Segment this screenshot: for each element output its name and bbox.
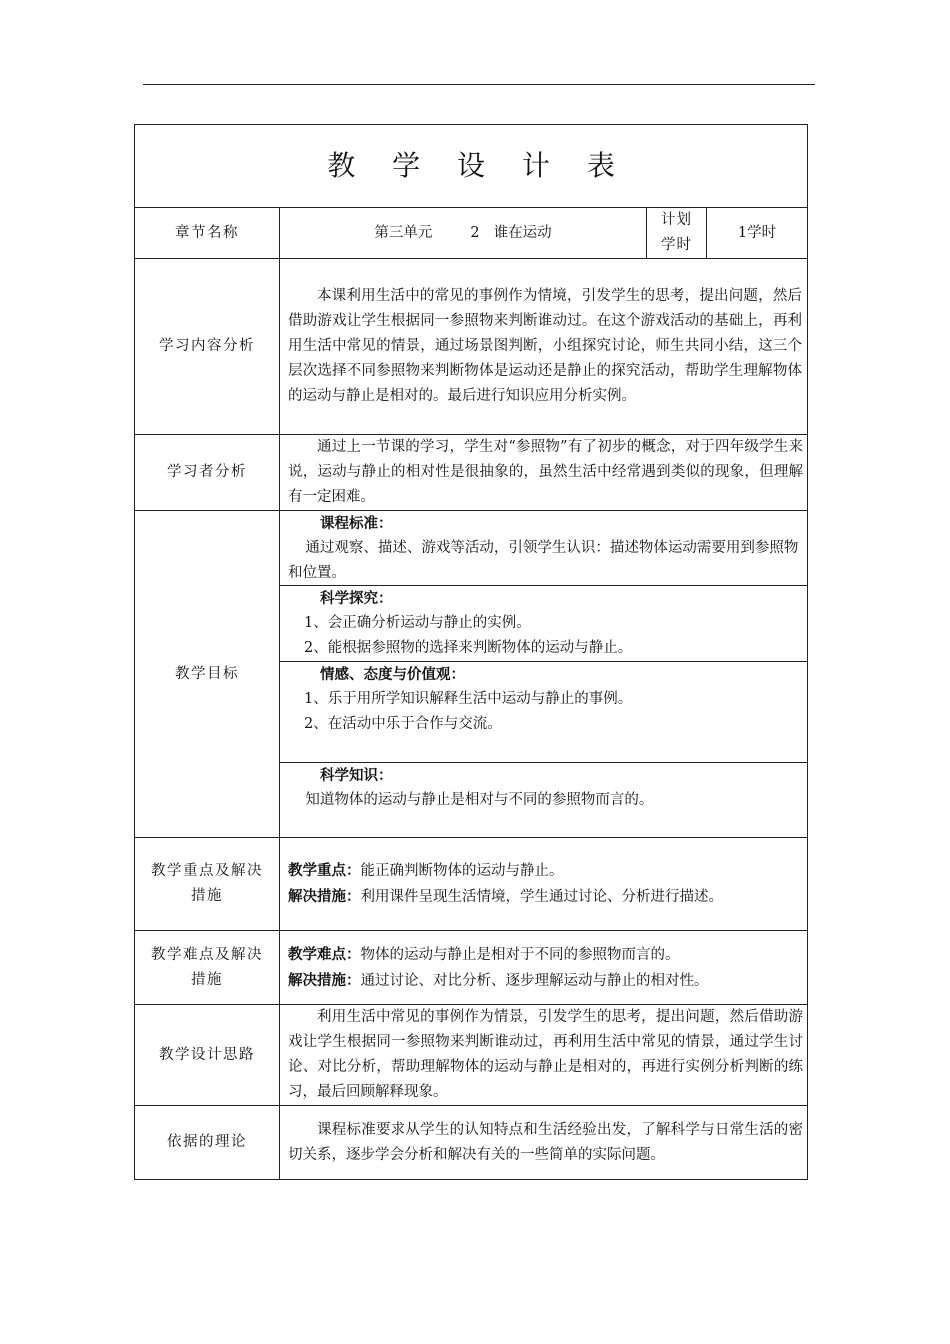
plan-label-line2: 学时 [661, 237, 692, 253]
chapter-name-cell [280, 208, 647, 259]
table-title: 教 学 设 计 表 [327, 149, 629, 182]
title-row [135, 125, 808, 208]
key-points-label-line1: 教学重点及解决 [151, 863, 263, 879]
theory-label: 依据的理论 [135, 1106, 280, 1180]
key-measure-text: 利用课件呈现生活情境，学生通过讨论、分析进行描述。 [360, 889, 723, 905]
learner-analysis-label: 学习者分析 [135, 435, 280, 511]
key-measure-label: 解决措施： [288, 888, 361, 905]
key-points-cell [280, 838, 808, 931]
design-idea-row [135, 1005, 808, 1106]
objective-attitude-title: 情感、态度与价值观： [320, 666, 465, 683]
theory-cell [280, 1106, 808, 1180]
objectives-cell [280, 511, 808, 838]
difficult-points-row [135, 931, 808, 1005]
objective-standard-title: 课程标准： [320, 515, 393, 532]
key-points-label [135, 838, 280, 931]
header-rule [143, 84, 815, 85]
objective-knowledge [280, 763, 807, 837]
difficult-measure-line [280, 968, 807, 994]
content-analysis-label: 学习内容分析 [135, 259, 280, 435]
objective-inquiry [280, 586, 807, 662]
difficult-point-line [280, 942, 807, 968]
content-analysis-text: 本课利用生活中的常见的事例作为情境，引发学生的思考，提出问题，然后借助游戏让学生根据同一参照物来判断谁动过。在这个游戏活动的基础上，再利用生活中常见的情景，通过场景图判断，小组探究讨论，师生共同小结，这三个层次选择不同参照物来判断物体是运动还是静止的探究活动，帮助学生理解物体的运动与静止是相对的。最后进行知识应用分析实例。 [288, 288, 803, 404]
learner-analysis-row [135, 435, 808, 511]
plan-hours-label [647, 208, 707, 259]
key-points-label-line2: 措施 [191, 888, 223, 904]
key-points-row [135, 838, 808, 931]
objective-knowledge-text: 知道物体的运动与静止是相对与不同的参照物而言的。 [305, 792, 654, 808]
difficult-measure-text: 通过讨论、对比分析、逐步理解运动与静止的相对性。 [360, 972, 709, 989]
design-idea-label: 教学设计思路 [135, 1005, 280, 1106]
plan-hours-value: 1学时 [707, 208, 808, 259]
difficult-measure-label: 解决措施： [288, 971, 361, 989]
objective-standard [280, 511, 807, 586]
chapter-label: 章节名称 [135, 208, 280, 259]
chapter-row [135, 208, 808, 259]
plan-label-line1: 计划 [661, 212, 692, 228]
design-idea-cell [280, 1005, 808, 1106]
objective-standard-text: 通过观察、描述、游戏等活动，引领学生认识：描述物体运动需要用到参照物和位置。 [288, 540, 799, 581]
difficult-points-label [135, 931, 280, 1005]
key-point-line [280, 858, 807, 884]
objective-attitude-item: 1、乐于用所学知识解释生活中运动与静止的事例。 [304, 691, 633, 707]
difficult-point-text: 物体的运动与静止是相对于不同的参照物而言的。 [360, 946, 680, 963]
title-cell [135, 125, 808, 208]
learner-analysis-text: 通过上一节课的学习，学生对“参照物”有了初步的概念，对于四年级学生来说，运动与静止的相对性是很抽象的，虽然生活中经常遇到类似的现象，但理解有一定困难。 [288, 439, 804, 505]
content-analysis-row [135, 259, 808, 435]
objective-inquiry-title: 科学探究： [320, 590, 393, 607]
difficult-points-cell [280, 931, 808, 1005]
key-point-text: 能正确判断物体的运动与静止。 [360, 863, 564, 879]
key-point-label: 教学重点： [288, 862, 361, 879]
objective-inquiry-item: 1、会正确分析运动与静止的实例。 [304, 615, 531, 631]
objective-attitude-item: 2、在活动中乐于合作与交流。 [304, 716, 502, 732]
teaching-design-table [134, 124, 808, 1180]
chapter-lesson: 谁在运动 [493, 224, 552, 241]
objectives-row [135, 511, 808, 838]
difficult-points-label-line1: 教学难点及解决 [151, 946, 263, 963]
objective-inquiry-item: 2、能根据参照物的选择来判断物体的运动与静止。 [304, 640, 633, 656]
difficult-points-label-line2: 措施 [191, 971, 223, 988]
design-idea-text: 利用生活中常见的事例作为情景，引发学生的思考，提出问题，然后借助游戏让学生根据同一参照物来判断谁动过，再利用生活中常见的情景，通过学生讨论、对比分析，帮助理解物体的运动与静止是相对的，再进行实例分析判断的练习，最后回顾解释现象。 [288, 1009, 804, 1100]
objective-knowledge-title: 科学知识： [320, 767, 393, 784]
content-analysis-cell [280, 259, 808, 435]
learner-analysis-cell [280, 435, 808, 511]
chapter-unit: 第三单元 [374, 224, 433, 241]
chapter-number: 2 [470, 224, 480, 241]
theory-text: 课程标准要求从学生的认知特点和生活经验出发，了解科学与日常生活的密切关系，逐步学会分析和解决有关的一些简单的实际问题。 [288, 1121, 804, 1163]
difficult-point-label: 教学难点： [288, 945, 361, 963]
theory-row [135, 1106, 808, 1180]
objectives-label: 教学目标 [135, 511, 280, 838]
key-measure-line [280, 884, 807, 910]
objective-attitude [280, 662, 807, 763]
